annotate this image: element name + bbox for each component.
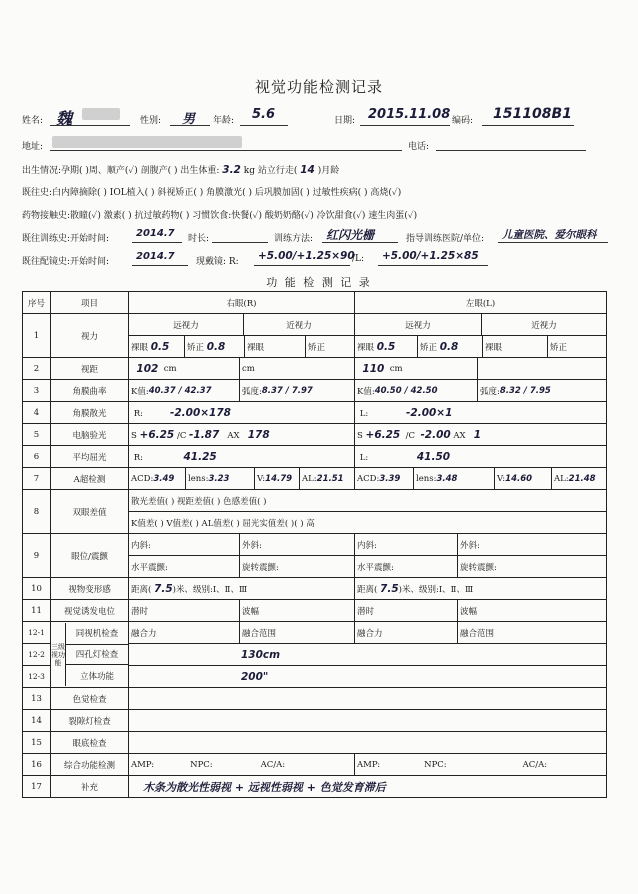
row-no: 15 bbox=[23, 732, 51, 754]
left-inner-squint: 内斜: bbox=[355, 534, 458, 555]
row-item: 角膜散光 bbox=[51, 402, 129, 424]
current-right-underline bbox=[254, 265, 350, 266]
name-label: 姓名: bbox=[22, 116, 44, 126]
row-no: 3 bbox=[23, 380, 51, 402]
address-label: 地址: bbox=[22, 142, 44, 152]
left-near-corrected-label: 矫正 bbox=[550, 342, 568, 353]
history-row: 既往史:白内障摘除( ) IOL植入( ) 斜视矫正( ) 角膜激光( ) 后巩膜加固( ) 过敏性疾病( ) 高烧(✓) bbox=[22, 188, 402, 198]
current-left-label: /L: bbox=[352, 254, 365, 264]
left-naked-value: 0.5 bbox=[376, 340, 396, 353]
table-row bbox=[23, 578, 607, 600]
right-near-naked-label: 裸眼 bbox=[245, 336, 306, 357]
table-row bbox=[23, 402, 607, 424]
left-distortion-value: 7.5 bbox=[380, 582, 399, 595]
left-al-value: 21.48 bbox=[568, 473, 596, 484]
current-glasses-label: 现戴镜: R: bbox=[196, 257, 239, 267]
ax-label: AX bbox=[227, 430, 240, 441]
table-row bbox=[23, 710, 607, 732]
row-item: 色觉检查 bbox=[51, 688, 129, 710]
naked-label: 裸眼 bbox=[131, 342, 149, 353]
current-glasses-left: +5.00/+1.25×85 bbox=[382, 250, 479, 262]
row-item: 角膜曲率 bbox=[51, 380, 129, 402]
row-item: 综合功能检测 bbox=[51, 754, 129, 776]
three-level-label: 三级视功能 bbox=[51, 623, 66, 686]
row-no: 11 bbox=[23, 600, 51, 622]
left-corrected-value: 0.8 bbox=[439, 340, 459, 353]
row-no: 12-3 bbox=[23, 666, 51, 688]
table-row bbox=[23, 732, 607, 754]
right-h-tremor: 水平震颤: bbox=[129, 556, 240, 577]
right-k-value: 40.37 / 42.37 bbox=[148, 385, 212, 396]
table-row bbox=[23, 754, 607, 776]
synoptophore-item: 同视机检查 bbox=[66, 623, 128, 645]
cm-unit: cm bbox=[389, 363, 403, 374]
left-c-value: -2.00 bbox=[420, 428, 451, 441]
row-no: 2 bbox=[23, 358, 51, 380]
stereo-item: 立体功能 bbox=[79, 671, 114, 682]
birth-weight-value: 3.2 bbox=[222, 164, 241, 176]
row-item: 裂隙灯检查 bbox=[51, 710, 129, 732]
table-row bbox=[23, 314, 607, 336]
left-fusion-range: 融合范围 bbox=[460, 628, 495, 639]
row-no: 16 bbox=[23, 754, 51, 776]
npc-label: NPC: bbox=[424, 759, 447, 770]
stereo-value: 200" bbox=[241, 670, 269, 683]
training-hospital-label: 指导训练医院/单位: bbox=[406, 234, 485, 244]
c-label: /C bbox=[176, 430, 187, 441]
drug-row: 药物接触史:散瞳(✓) 激素( ) 抗过敏药物( ) 习惯饮食:快餐(✓) 酸奶奶酪(✓) 冷饮甜食(✓) 速生肉蛋(✓) bbox=[22, 211, 418, 221]
header-no: 序号 bbox=[23, 292, 51, 314]
right-far-label: 远视力 bbox=[129, 314, 244, 335]
row-no: 4 bbox=[23, 402, 51, 424]
ax-label: AX bbox=[453, 430, 466, 441]
current-left-underline bbox=[378, 265, 488, 266]
left-latency: 潜时 bbox=[355, 600, 458, 621]
code-label: 编码: bbox=[452, 116, 474, 126]
left-near-naked-label: 裸眼 bbox=[483, 336, 548, 357]
cm-unit: cm bbox=[163, 363, 177, 374]
training-start-underline bbox=[132, 242, 182, 243]
code-underline bbox=[482, 125, 574, 126]
r-label: R: bbox=[133, 452, 143, 463]
row-item: 视觉诱发电位 bbox=[51, 600, 129, 622]
right-distance-value: 102 bbox=[136, 362, 159, 375]
row-item: 补充 bbox=[51, 776, 129, 798]
row-item: 平均屈光 bbox=[51, 446, 129, 468]
table-row bbox=[23, 446, 607, 468]
right-latency: 潜时 bbox=[129, 600, 240, 621]
v-label: V: bbox=[497, 473, 506, 484]
worth-value: 130cm bbox=[241, 648, 281, 661]
table-row bbox=[23, 534, 607, 556]
glasses-start-value: 2014.7 bbox=[136, 251, 175, 262]
row-item: 眼位/震颤 bbox=[51, 534, 129, 578]
header-left-eye: 左眼(L) bbox=[355, 292, 607, 314]
row-no: 17 bbox=[23, 776, 51, 798]
right-ax-value: 178 bbox=[247, 428, 270, 441]
training-method-label: 训练方法: bbox=[274, 234, 314, 244]
left-mean-value: 41.50 bbox=[416, 450, 451, 463]
naked-label: 裸眼 bbox=[357, 342, 375, 353]
v-label: V: bbox=[257, 473, 266, 484]
table-row bbox=[23, 468, 607, 490]
left-astig-value: -2.00×1 bbox=[406, 406, 453, 419]
acd-label: ACD: bbox=[357, 473, 380, 484]
right-near-label: 近视力 bbox=[286, 320, 312, 331]
row-item: 双眼差值 bbox=[51, 490, 129, 534]
left-outer-squint: 外斜: bbox=[460, 540, 480, 551]
right-fusion-range: 融合范围 bbox=[242, 628, 277, 639]
row-no: 13 bbox=[23, 688, 51, 710]
row-item: 眼底检查 bbox=[51, 732, 129, 754]
training-duration-underline bbox=[212, 242, 268, 243]
fundus-result bbox=[129, 732, 607, 754]
aca-label: AC/A: bbox=[260, 759, 286, 770]
aca-label: AC/A: bbox=[522, 759, 548, 770]
table-row bbox=[23, 380, 607, 402]
left-distance-value: 110 bbox=[362, 362, 385, 375]
right-arc-value: 8.37 / 7.97 bbox=[261, 385, 313, 396]
right-fusion: 融合力 bbox=[129, 622, 240, 643]
patient-info-row bbox=[22, 113, 43, 126]
glasses-label: 既往配镜史:开始时间: bbox=[22, 257, 110, 267]
left-ax-value: 1 bbox=[473, 428, 482, 441]
row-no: 1 bbox=[23, 314, 51, 358]
gender-underline bbox=[170, 125, 210, 126]
left-acd-value: 3.39 bbox=[379, 473, 401, 484]
distortion-label: 距离( bbox=[131, 584, 152, 595]
distortion-label: 距离( bbox=[357, 584, 378, 595]
address-redaction bbox=[52, 136, 242, 148]
s-label: S bbox=[357, 430, 363, 441]
birth-text: 出生情况:孕期( )周、顺产(✓) 剖腹产( ) 出生体重: bbox=[22, 166, 220, 176]
diff-line-2: K值差( ) V值差( ) AL值差( ) 屈光实值差( )( ) 高 bbox=[129, 512, 607, 534]
row-no: 14 bbox=[23, 710, 51, 732]
walk-age-value: 14 bbox=[300, 164, 315, 176]
distortion-rest: )米、级别:Ⅰ、Ⅱ、Ⅲ bbox=[398, 584, 474, 595]
left-near-label: 近视力 bbox=[531, 320, 557, 331]
arc-label: 弧度: bbox=[242, 386, 262, 397]
amp-label: AMP: bbox=[357, 759, 381, 770]
l-label: L: bbox=[359, 452, 369, 463]
row-no: 12-1 bbox=[23, 622, 51, 644]
age-label: 年龄: bbox=[213, 116, 235, 126]
s-label: S bbox=[131, 430, 137, 441]
right-amplitude: 波幅 bbox=[242, 606, 260, 617]
row-no: 5 bbox=[23, 424, 51, 446]
arc-label: 弧度: bbox=[480, 386, 500, 397]
amp-label: AMP: bbox=[131, 759, 155, 770]
birth-row bbox=[22, 163, 339, 176]
right-al-value: 21.51 bbox=[316, 473, 344, 484]
right-inner-squint: 内斜: bbox=[129, 534, 240, 555]
npc-label: NPC: bbox=[190, 759, 213, 770]
redaction-mark bbox=[82, 108, 120, 120]
row-no: 10 bbox=[23, 578, 51, 600]
training-hospital-underline bbox=[498, 242, 608, 243]
birth-rest-text: kg 站立行走( bbox=[243, 166, 298, 176]
color-vision-result bbox=[129, 688, 607, 710]
corrected-label: 矫正 bbox=[187, 342, 205, 353]
right-c-value: -1.87 bbox=[189, 428, 220, 441]
right-distortion-value: 7.5 bbox=[154, 582, 173, 595]
right-outer-squint: 外斜: bbox=[242, 540, 262, 551]
phone-label: 电话: bbox=[408, 142, 430, 152]
table-header-row bbox=[23, 292, 607, 314]
lens-label: lens: bbox=[416, 473, 437, 484]
distortion-rest: )米、级别:Ⅰ、Ⅱ、Ⅲ bbox=[172, 584, 248, 595]
left-rot-tremor: 旋转震颤: bbox=[460, 562, 497, 573]
training-start-value: 2014.7 bbox=[136, 228, 175, 239]
r-label: R: bbox=[133, 408, 143, 419]
date-value: 2015.11.08 bbox=[368, 107, 451, 122]
left-v-value: 14.60 bbox=[505, 473, 533, 484]
phone-underline bbox=[436, 150, 586, 151]
header-right-eye: 右眼(R) bbox=[129, 292, 355, 314]
name-value: 魏 bbox=[56, 109, 73, 128]
date-label: 日期: bbox=[334, 116, 356, 126]
al-label: AL: bbox=[302, 473, 317, 484]
right-astig-value: -2.00×178 bbox=[170, 406, 231, 419]
row-no: 9 bbox=[23, 534, 51, 578]
left-arc-value: 8.32 / 7.95 bbox=[499, 385, 551, 396]
row-no: 6 bbox=[23, 446, 51, 468]
right-s-value: +6.25 bbox=[139, 428, 175, 441]
name-underline bbox=[50, 125, 130, 126]
training-method-value: 红闪光栅 bbox=[326, 228, 375, 242]
right-corrected-value: 0.8 bbox=[206, 340, 226, 353]
corrected-label: 矫正 bbox=[420, 342, 438, 353]
row-no: 12-2 bbox=[23, 644, 51, 666]
right-v-value: 14.79 bbox=[265, 473, 293, 484]
row-no: 8 bbox=[23, 490, 51, 534]
row-item: 视力 bbox=[51, 314, 129, 358]
training-duration-label: 时长: bbox=[188, 234, 210, 244]
right-near-corrected-label: 矫正 bbox=[308, 342, 326, 353]
date-underline bbox=[360, 125, 450, 126]
training-method-underline bbox=[322, 242, 398, 243]
al-label: AL: bbox=[554, 473, 569, 484]
left-h-tremor: 水平震颤: bbox=[355, 556, 458, 577]
diff-line-1: 散光差值( ) 视距差值( ) 色感差值( ) bbox=[129, 490, 607, 512]
gender-label: 性别: bbox=[140, 116, 162, 126]
training-label: 既往训练史:开始时间: bbox=[22, 234, 110, 244]
left-lens-value: 3.48 bbox=[436, 473, 458, 484]
k-label: K值: bbox=[357, 386, 375, 397]
current-glasses-right: +5.00/+1.25×90 bbox=[258, 250, 355, 262]
right-acd-value: 3.49 bbox=[153, 473, 175, 484]
right-distance-unit: cm bbox=[242, 363, 255, 374]
c-label: /C bbox=[405, 430, 416, 441]
worth-item: 四孔灯检查 bbox=[66, 645, 128, 666]
l-label: L: bbox=[359, 408, 369, 419]
table-row bbox=[23, 622, 607, 644]
row-item: 视距 bbox=[51, 358, 129, 380]
right-rot-tremor: 旋转震颤: bbox=[242, 562, 279, 573]
table-row bbox=[23, 424, 607, 446]
age-value: 5.6 bbox=[252, 107, 276, 122]
right-mean-value: 41.25 bbox=[183, 450, 217, 463]
age-underline bbox=[240, 125, 288, 126]
left-fusion: 融合力 bbox=[355, 622, 458, 643]
table-row bbox=[23, 600, 607, 622]
header-item: 项目 bbox=[51, 292, 129, 314]
acd-label: ACD: bbox=[131, 473, 154, 484]
gender-value: 男 bbox=[182, 112, 196, 127]
left-amplitude: 波幅 bbox=[460, 606, 478, 617]
k-label: K值: bbox=[131, 386, 149, 397]
table-row bbox=[23, 358, 607, 380]
training-hospital-value: 儿童医院、爱尔眼科 bbox=[502, 229, 597, 241]
function-test-table bbox=[22, 291, 607, 798]
address-underline bbox=[50, 150, 402, 151]
birth-end-text: )月龄 bbox=[317, 166, 340, 176]
right-lens-value: 3.23 bbox=[208, 473, 230, 484]
page-title: 视觉功能检测记录 bbox=[254, 78, 383, 96]
right-naked-value: 0.5 bbox=[150, 340, 170, 353]
table-row bbox=[23, 688, 607, 710]
glasses-start-underline bbox=[132, 265, 188, 266]
row-item: A超检测 bbox=[51, 468, 129, 490]
left-far-label: 远视力 bbox=[355, 314, 482, 335]
row-no: 7 bbox=[23, 468, 51, 490]
lens-label: lens: bbox=[188, 473, 209, 484]
table-row bbox=[23, 490, 607, 512]
left-k-value: 40.50 / 42.50 bbox=[374, 385, 438, 396]
supplement-value: 木条为散光性弱视 + 远视性弱视 + 色觉发育滞后 bbox=[143, 780, 386, 794]
table-row bbox=[23, 776, 607, 798]
row-item: 电脑验光 bbox=[51, 424, 129, 446]
code-value: 151108B1 bbox=[493, 106, 572, 122]
row-item: 视物变形感 bbox=[51, 578, 129, 600]
slit-lamp-result bbox=[129, 710, 607, 732]
table-title: 功 能 检 测 记 录 bbox=[266, 276, 372, 289]
left-s-value: +6.25 bbox=[365, 428, 401, 441]
